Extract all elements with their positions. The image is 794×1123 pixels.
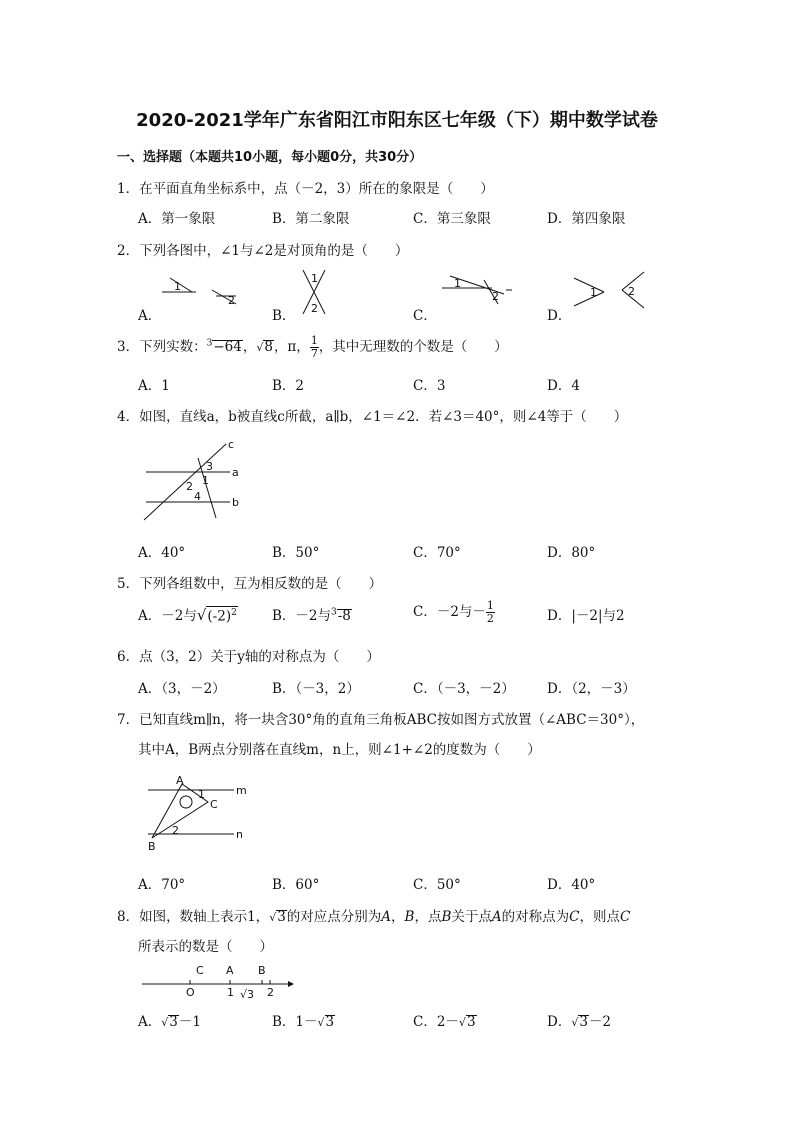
svg-text:2: 2 (311, 302, 318, 315)
question-8-stem-line2: 所表示的数是（ ） (138, 939, 273, 955)
svg-text:m: m (236, 784, 247, 797)
svg-text:B: B (148, 840, 156, 853)
q3-option-d[interactable]: D．4 (547, 378, 580, 394)
svg-text:C: C (196, 964, 204, 977)
question-6-stem: 6．点（3，2）关于y轴的对称点为（ ） (117, 649, 380, 665)
question-2-stem: 2．下列各图中，∠1与∠2是对顶角的是（ ） (117, 243, 409, 259)
q3-stem-prefix: 3．下列实数： (117, 339, 207, 355)
q1-option-d[interactable]: D．第四象限 (547, 211, 626, 227)
q8-option-a[interactable]: A．√3－1 (138, 1014, 201, 1030)
svg-text:A: A (176, 774, 184, 787)
q3-stem-suffix: ，其中无理数的个数是（ ） (318, 339, 508, 355)
q1-option-b[interactable]: B．第二象限 (272, 211, 350, 227)
q2-figure-a (160, 270, 240, 310)
q8-option-d[interactable]: D．√3－2 (547, 1014, 612, 1030)
question-7-stem-line1: 7．已知直线m∥n，将一块含30°角的直角三角板ABC按如图方式放置（∠ABC＝30°）， (117, 712, 645, 728)
q8-number-line (138, 962, 298, 1002)
q2-figure-d (570, 270, 650, 312)
q3-option-b[interactable]: B．2 (272, 378, 305, 394)
q6-option-a[interactable]: A．（3，－2） (138, 681, 226, 697)
svg-text:2: 2 (492, 290, 499, 303)
svg-text:4: 4 (194, 490, 201, 503)
question-5-stem: 5．下列各组数中，互为相反数的是（ ） (117, 576, 383, 592)
page-title: 2020-2021学年广东省阳江市阳东区七年级（下）期中数学试卷 (136, 110, 658, 131)
svg-text:n: n (236, 828, 243, 841)
q5-option-c[interactable]: C．－2与－ $\frac{1}{2}$ (413, 599, 494, 625)
q3-option-a[interactable]: A．1 (138, 378, 170, 394)
q1-option-a[interactable]: A．第一象限 (138, 211, 216, 227)
svg-text:1: 1 (198, 788, 205, 801)
q7-option-a[interactable]: A．70° (138, 877, 186, 893)
question-3-stem: 3．下列实数：$^3$−64，√8，π， $\frac{1}{7}$ ，其中无理数的个数是（ ） (117, 334, 508, 360)
svg-text:√3: √3 (240, 988, 255, 1001)
svg-text:B: B (258, 964, 266, 977)
q3-option-c[interactable]: C．3 (413, 378, 446, 394)
q4-option-b[interactable]: B．50° (272, 545, 320, 561)
q7-option-c[interactable]: C．50° (413, 877, 461, 893)
q2-figure-c (440, 272, 520, 308)
svg-text:1: 1 (227, 986, 234, 999)
q7-figure (142, 772, 262, 854)
svg-text:O: O (186, 986, 195, 999)
question-1-stem: 1．在平面直角坐标系中，点（－2，3）所在的象限是（ ） (117, 181, 494, 197)
q6-option-b[interactable]: B．（－3，2） (272, 681, 360, 697)
q2-option-a[interactable]: A． (138, 308, 162, 324)
q5-option-d[interactable]: D．|－2|与2 (547, 608, 625, 624)
q2-option-b[interactable]: B． (272, 308, 296, 324)
svg-text:2: 2 (228, 294, 235, 307)
q5-option-a[interactable]: A．－2与$√(-2)^2$ (138, 606, 237, 624)
q2-figure-b (295, 268, 335, 318)
q4-option-d[interactable]: D．80° (547, 545, 596, 561)
q8-option-b[interactable]: B．1－√3 (272, 1014, 335, 1030)
svg-text:c: c (228, 438, 235, 451)
question-7-stem-line2: 其中A，B两点分别落在直线m，n上，则∠1+∠2的度数为（ ） (138, 742, 541, 758)
svg-text:1: 1 (174, 280, 181, 293)
q4-option-a[interactable]: A．40° (138, 545, 186, 561)
q7-option-b[interactable]: B．60° (272, 877, 320, 893)
svg-text:1: 1 (590, 286, 597, 299)
q1-option-c[interactable]: C．第三象限 (413, 211, 491, 227)
q2-option-d[interactable]: D． (547, 308, 572, 324)
svg-text:a: a (232, 466, 239, 479)
svg-text:1: 1 (202, 474, 209, 487)
svg-text:3: 3 (206, 460, 213, 473)
svg-text:b: b (232, 496, 239, 509)
question-4-stem: 4．如图，直线a，b被直线c所截，a∥b，∠1＝∠2．若∠3＝40°，则∠4等于（ ） (117, 409, 628, 425)
q4-figure (138, 438, 248, 524)
svg-text:2: 2 (172, 824, 179, 837)
svg-text:2: 2 (186, 480, 193, 493)
q4-option-c[interactable]: C．70° (413, 545, 461, 561)
section-heading: 一、选择题（本题共10小题，每小题0分，共30分） (117, 150, 423, 165)
svg-text:2: 2 (267, 986, 274, 999)
svg-text:1: 1 (454, 277, 461, 290)
q5-option-b[interactable]: B．－2与$^3$-8 (272, 607, 351, 624)
svg-text:2: 2 (628, 285, 635, 298)
q7-option-d[interactable]: D．40° (547, 877, 596, 893)
svg-text:C: C (210, 798, 218, 811)
q8-option-c[interactable]: C．2－√3 (413, 1014, 476, 1030)
svg-text:1: 1 (311, 272, 318, 285)
question-8-stem-line1: 8．如图，数轴上表示1，√3的对应点分别为A，B，点B关于点A的对称点为C，则点C (117, 909, 631, 925)
q6-option-c[interactable]: C．（－3，－2） (413, 681, 515, 697)
svg-text:A: A (226, 964, 234, 977)
q6-option-d[interactable]: D．（2，－3） (547, 681, 636, 697)
q2-option-c[interactable]: C． (413, 308, 437, 324)
